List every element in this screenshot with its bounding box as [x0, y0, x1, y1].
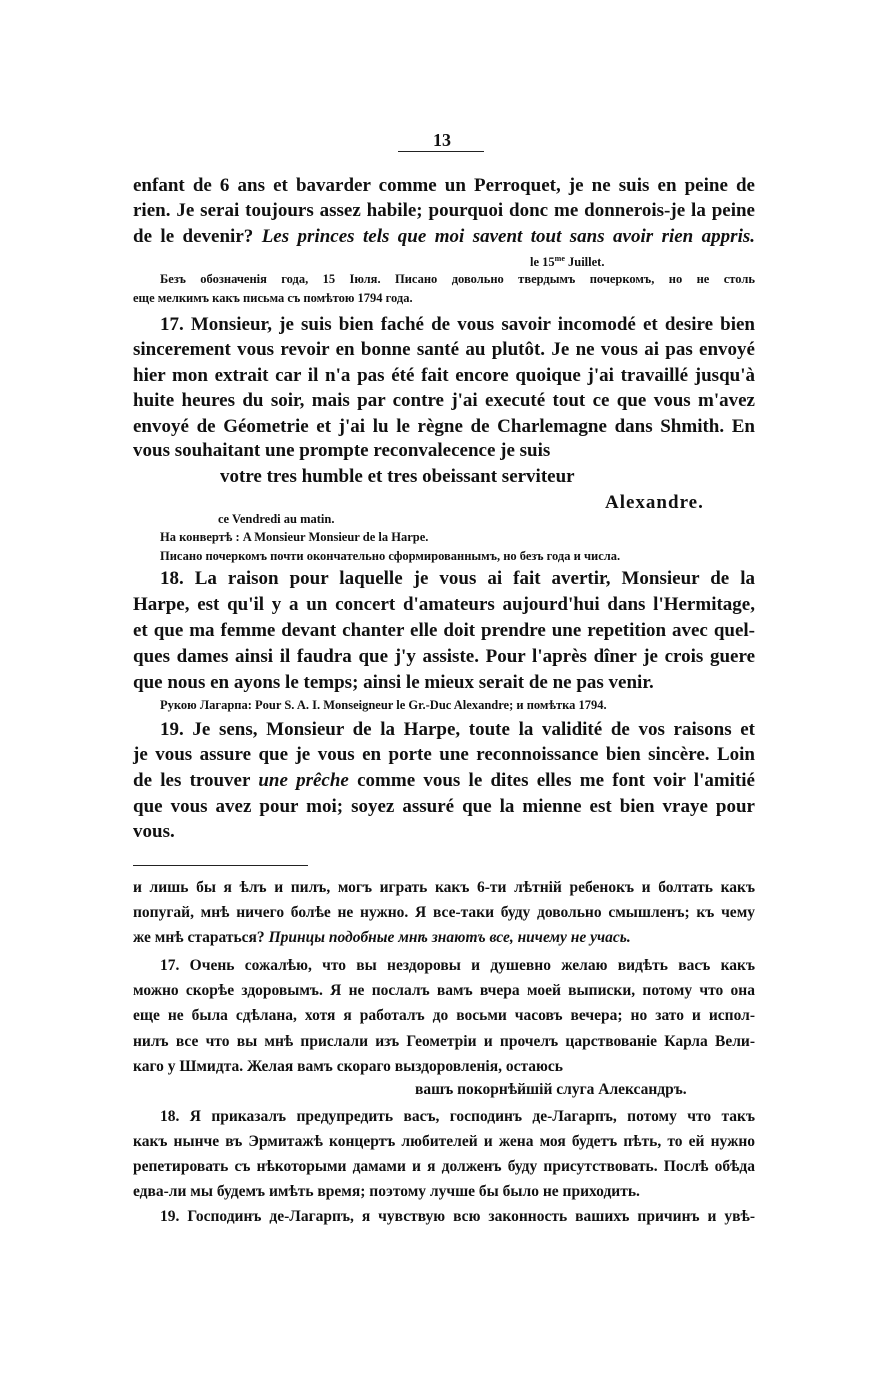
r18-line: едва-ли мы будемъ имѣть время; поэтому лучше бы было не приходить.: [133, 1183, 640, 1200]
p16-line: rien. Je serai toujours assez habile; pourquoi donc me donnerois-je la peine: [133, 200, 755, 221]
p19-italic-text: une prêche: [258, 770, 349, 791]
page-number: 13: [433, 130, 451, 150]
p17-line: envoyé de Géometrie et j'ai lu le règne de Charlemagne dans Shmith. En: [133, 416, 755, 437]
r17-line: 17. Очень сожалѣю, что вы нездоровы и душевно желаю видѣть васъ какъ: [160, 957, 755, 974]
p17-line: sincerement vous revoir en bonne santé au plutôt. Je ne vous ai pas envoyé: [133, 339, 755, 360]
p18-line: et que ma femme devant chanter elle doit prendre une repetition avec quel-: [133, 620, 755, 641]
r16-line: [133, 928, 755, 948]
p19-line: vous.: [133, 821, 175, 842]
p16-date: [530, 251, 605, 270]
date-text: Juillet.: [564, 255, 605, 270]
p19-line: que vous avez pour moi; soyez assuré que la mienne est bien vraye pour: [133, 796, 755, 817]
note18: Рукою Лагарпа: Pour S. A. I. Monseigneur le Gr.-Duc Alexandre; и помѣтка 1794.: [160, 698, 607, 712]
p17-line: 17. Monsieur, je suis bien faché de vous savoir incomodé et desire bien: [160, 314, 755, 335]
r16-italic-text: Принцы подобные мнѣ знаютъ все, ничему не учась.: [268, 929, 631, 946]
p19-text: comme vous le dites elles me font voir l'amitié: [348, 770, 755, 791]
r16-text: же мнѣ стараться?: [133, 929, 269, 946]
p16-line: [133, 225, 755, 249]
p18-line: 18. La raison pour laquelle je vous ai fait avertir, Monsieur de la: [160, 568, 755, 589]
p16-text: de le devenir?: [133, 226, 262, 247]
p17-line: vous souhaitant une prompte reconvalecence je suis: [133, 440, 551, 461]
r18-line: 18. Я приказалъ предупредить васъ, господинъ де-Лагарпъ, потому что такъ: [160, 1108, 755, 1125]
r17-line: еще не была сдѣлана, хотя я работалъ до восьми часовъ вечера; но зато и испол-: [133, 1007, 755, 1024]
p17-line: huite heures du soir, mais par contre j'ai executé tout ce que vous m'avez: [133, 390, 755, 411]
p19-line: [133, 769, 755, 793]
p17-closing: votre tres humble et tres obeissant serviteur: [220, 466, 575, 487]
r17-signature: вашъ покорнѣйшій слуга Александръ.: [415, 1081, 687, 1098]
p17-line: hier mon extrait car il n'a pas été fait encore quoique j'ai travaillé jusqu'à: [133, 365, 755, 386]
page-number-rule: [398, 151, 484, 152]
r19-line: 19. Господинъ де-Лагарпъ, я чувствую всю законность вашихъ причинъ и увѣ-: [160, 1208, 755, 1225]
r16-line: попугай, мнѣ ничего болѣе не нужно. Я все-таки буду довольно смышленъ; къ чему: [133, 904, 755, 921]
date-text: le 15: [530, 255, 555, 270]
r16-line: и лишь бы я ѣлъ и пилъ, могъ играть какъ 6-ти лѣтній ребенокъ и болтать какъ: [133, 879, 755, 896]
p18-line: Harpe, est qu'il y a un concert d'amateurs aujourd'hui dans l'Hermitage,: [133, 594, 755, 615]
r17-line: можно скорѣе здоровымъ. Я не послалъ вамъ вчера моей выписки, потому что она: [133, 982, 755, 999]
note16-line: еще мелкимъ какъ письма съ помѣтою 1794 года.: [133, 291, 413, 305]
r18-line: репетировать съ нѣкоторыми дамами и я долженъ буду присутствовать. Послѣ обѣда: [133, 1158, 755, 1175]
r17-line: нилъ все что вы мнѣ прислали изъ Геометріи и прочелъ царствованіе Карла Вели-: [133, 1033, 755, 1050]
p17-signature: Alexandre.: [605, 492, 704, 513]
r18-line: какъ нынче въ Эрмитажѣ концертъ любителей и жена моя будетъ пѣть, то ей нужно: [133, 1133, 755, 1150]
p16-line: enfant de 6 ans et bavarder comme un Perroquet, je ne suis en peine de: [133, 175, 755, 196]
note17-line: На конвертѣ : A Monsieur Monsieur de la Harpe.: [160, 530, 429, 544]
date-sup: me: [554, 254, 565, 263]
p19-line: 19. Je sens, Monsieur de la Harpe, toute la validité de vos raisons et: [160, 719, 755, 740]
footnote-divider: [133, 865, 308, 866]
p16-italic-text: Les princes tels que moi savent tout sans avoir rien appris.: [261, 226, 755, 247]
p17-date: ce Vendredi au matin.: [218, 512, 335, 526]
p18-line: ques dames ainsi il faudra que j'y assiste. Pour l'après dîner je crois guere: [133, 646, 755, 667]
r17-line: каго у Шмидта. Желая вамъ скораго выздоровленія, остаюсь: [133, 1058, 563, 1075]
p19-text: de les trouver: [133, 770, 259, 791]
p18-line: que nous en ayons le temps; ainsi le mieux serait de ne pas venir.: [133, 672, 654, 693]
note17-line: Писано почеркомъ почти окончательно сформированнымъ, но безъ года и числа.: [160, 549, 621, 563]
p19-line: je vous assure que je vous en porte une reconnoissance bien sincère. Loin: [133, 744, 755, 765]
note16-line: Безъ обозначенія года, 15 Іюля. Писано довольно твердымъ почеркомъ, но не столь: [160, 272, 755, 286]
